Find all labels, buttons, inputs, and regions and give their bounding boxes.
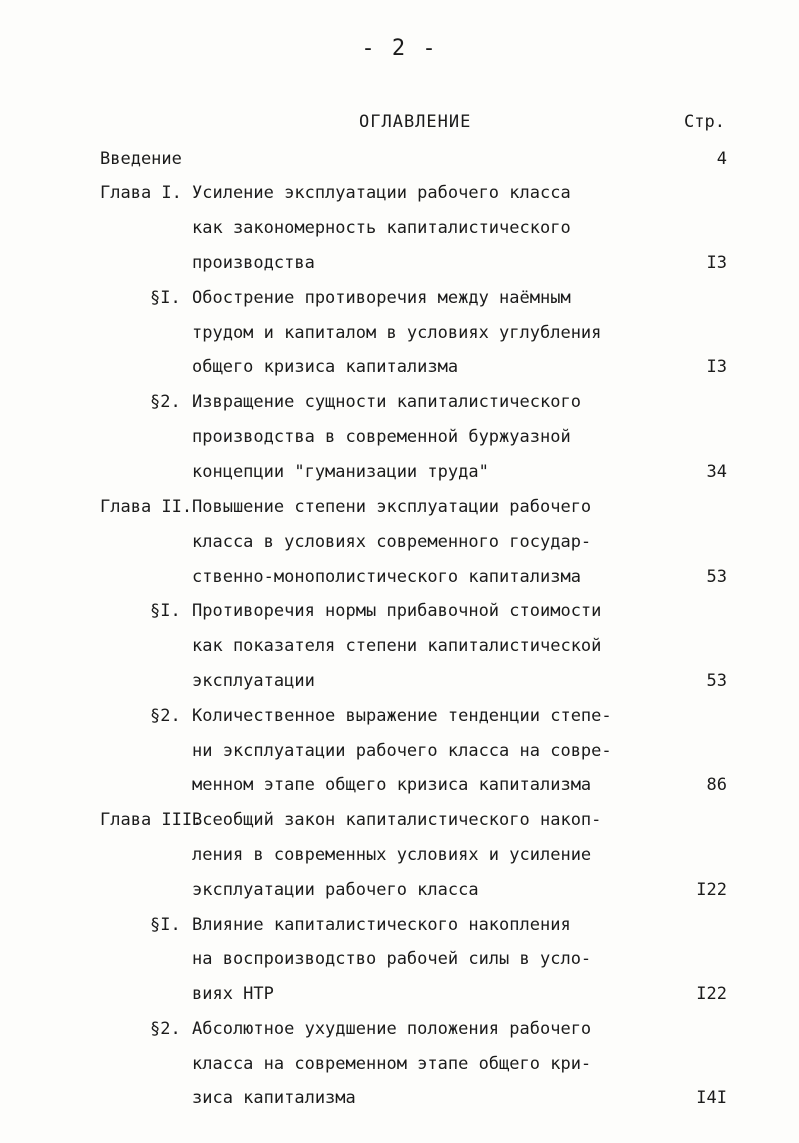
- toc-chapter-1-cont: [0, 211, 799, 245]
- toc-section-2-2-end: [0, 768, 799, 802]
- entry-text-line: класса на современном этапе общего кри-: [192, 1054, 592, 1074]
- toc-section-2-2: [0, 699, 799, 733]
- toc-chapter-2: [0, 490, 799, 524]
- toc-section-1-2-end: [0, 455, 799, 489]
- entry-text-line: Всеобщий закон капиталистического накоп-: [192, 810, 602, 830]
- page-column-header: Стр.: [684, 112, 725, 132]
- entry-page: 34: [706, 462, 727, 482]
- toc-section-3-2-cont: [0, 1047, 799, 1081]
- entry-page: 86: [706, 775, 727, 795]
- entry-text-line: общего кризиса капитализма: [192, 357, 459, 377]
- entry-text-line: ственно-монополистического капитализма: [192, 567, 581, 587]
- entry-text-line: Абсолютное ухудшение положения рабочего: [192, 1019, 592, 1039]
- entry-text-line: как закономерность капиталистического: [192, 218, 571, 238]
- entry-text-line: на воспроизводство рабочей силы в усло-: [192, 949, 592, 969]
- entry-text-line: эксплуатации: [192, 671, 315, 691]
- entry-page: 53: [706, 671, 727, 691]
- entry-page: I4I: [696, 1088, 727, 1108]
- entry-text-line: Количественное выражение тенденции степе-: [192, 706, 612, 726]
- entry-label: Введение: [100, 149, 182, 169]
- section-label: §2.: [150, 1019, 181, 1039]
- toc-section-1-1-cont: [0, 316, 799, 350]
- entry-text-line: ни эксплуатации рабочего класса на совре-: [192, 741, 612, 761]
- entry-page: I3: [706, 253, 727, 273]
- toc-chapter-1: [0, 176, 799, 210]
- toc-chapter-2-cont: [0, 525, 799, 559]
- chapter-label: Глава III.: [100, 810, 203, 830]
- entry-text-line: Обострение противоречия между наёмным: [192, 288, 571, 308]
- entry-text-line: трудом и капиталом в условиях углубления: [192, 323, 602, 343]
- chapter-label: Глава II.: [100, 497, 193, 517]
- page-number: - 2 -: [361, 36, 438, 61]
- toc-entry-intro: [0, 142, 799, 176]
- toc-chapter-2-end: [0, 560, 799, 594]
- entry-text-line: эксплуатации рабочего класса: [192, 880, 479, 900]
- toc-section-1-2-cont: [0, 420, 799, 454]
- section-label: §I.: [150, 288, 181, 308]
- section-label: §2.: [150, 392, 181, 412]
- toc-chapter-3-end: [0, 873, 799, 907]
- toc-section-1-1-end: [0, 350, 799, 384]
- entry-text-line: Влияние капиталистического накопления: [192, 915, 571, 935]
- chapter-label: Глава I.: [100, 183, 182, 203]
- toc-section-3-1: [0, 908, 799, 942]
- section-label: §2.: [150, 706, 181, 726]
- toc-section-3-1-cont: [0, 942, 799, 976]
- entry-text-line: производства в современной буржуазной: [192, 427, 571, 447]
- toc-chapter-1-end: [0, 246, 799, 280]
- toc-section-3-1-end: [0, 977, 799, 1011]
- entry-page: I22: [696, 984, 727, 1004]
- entry-text-line: ления в современных условиях и усиление: [192, 845, 592, 865]
- toc-section-1-1: [0, 281, 799, 315]
- entry-text-line: Усиление эксплуатации рабочего класса: [192, 183, 571, 203]
- toc-chapter-3-cont: [0, 838, 799, 872]
- toc-section-2-1-cont: [0, 629, 799, 663]
- toc-chapter-3: [0, 803, 799, 837]
- section-label: §I.: [150, 915, 181, 935]
- entry-text-line: Противоречия нормы прибавочной стоимости: [192, 601, 602, 621]
- toc-section-3-2: [0, 1012, 799, 1046]
- toc-section-1-2: [0, 385, 799, 419]
- entry-text-line: зиса капитализма: [192, 1088, 356, 1108]
- toc-section-2-2-cont: [0, 734, 799, 768]
- section-label: §I.: [150, 601, 181, 621]
- entry-page: I22: [696, 880, 727, 900]
- entry-text-line: концепции "гуманизации труда": [192, 462, 489, 482]
- entry-text-line: виях НТР: [192, 984, 274, 1004]
- entry-text-line: производства: [192, 253, 315, 273]
- entry-page: 53: [706, 567, 727, 587]
- toc-section-2-1: [0, 594, 799, 628]
- entry-page: 4: [716, 149, 727, 169]
- toc-section-3-2-end: [0, 1081, 799, 1115]
- toc-section-2-1-end: [0, 664, 799, 698]
- entry-text-line: класса в условиях современного государ-: [192, 532, 592, 552]
- entry-page: I3: [706, 357, 727, 377]
- entry-text-line: Повышение степени эксплуатации рабочего: [192, 497, 592, 517]
- entry-text-line: как показателя степени капиталистической: [192, 636, 602, 656]
- entry-text-line: Извращение сущности капиталистического: [192, 392, 581, 412]
- entry-text-line: менном этапе общего кризиса капитализма: [192, 775, 592, 795]
- toc-title: ОГЛАВЛЕНИЕ: [359, 112, 472, 132]
